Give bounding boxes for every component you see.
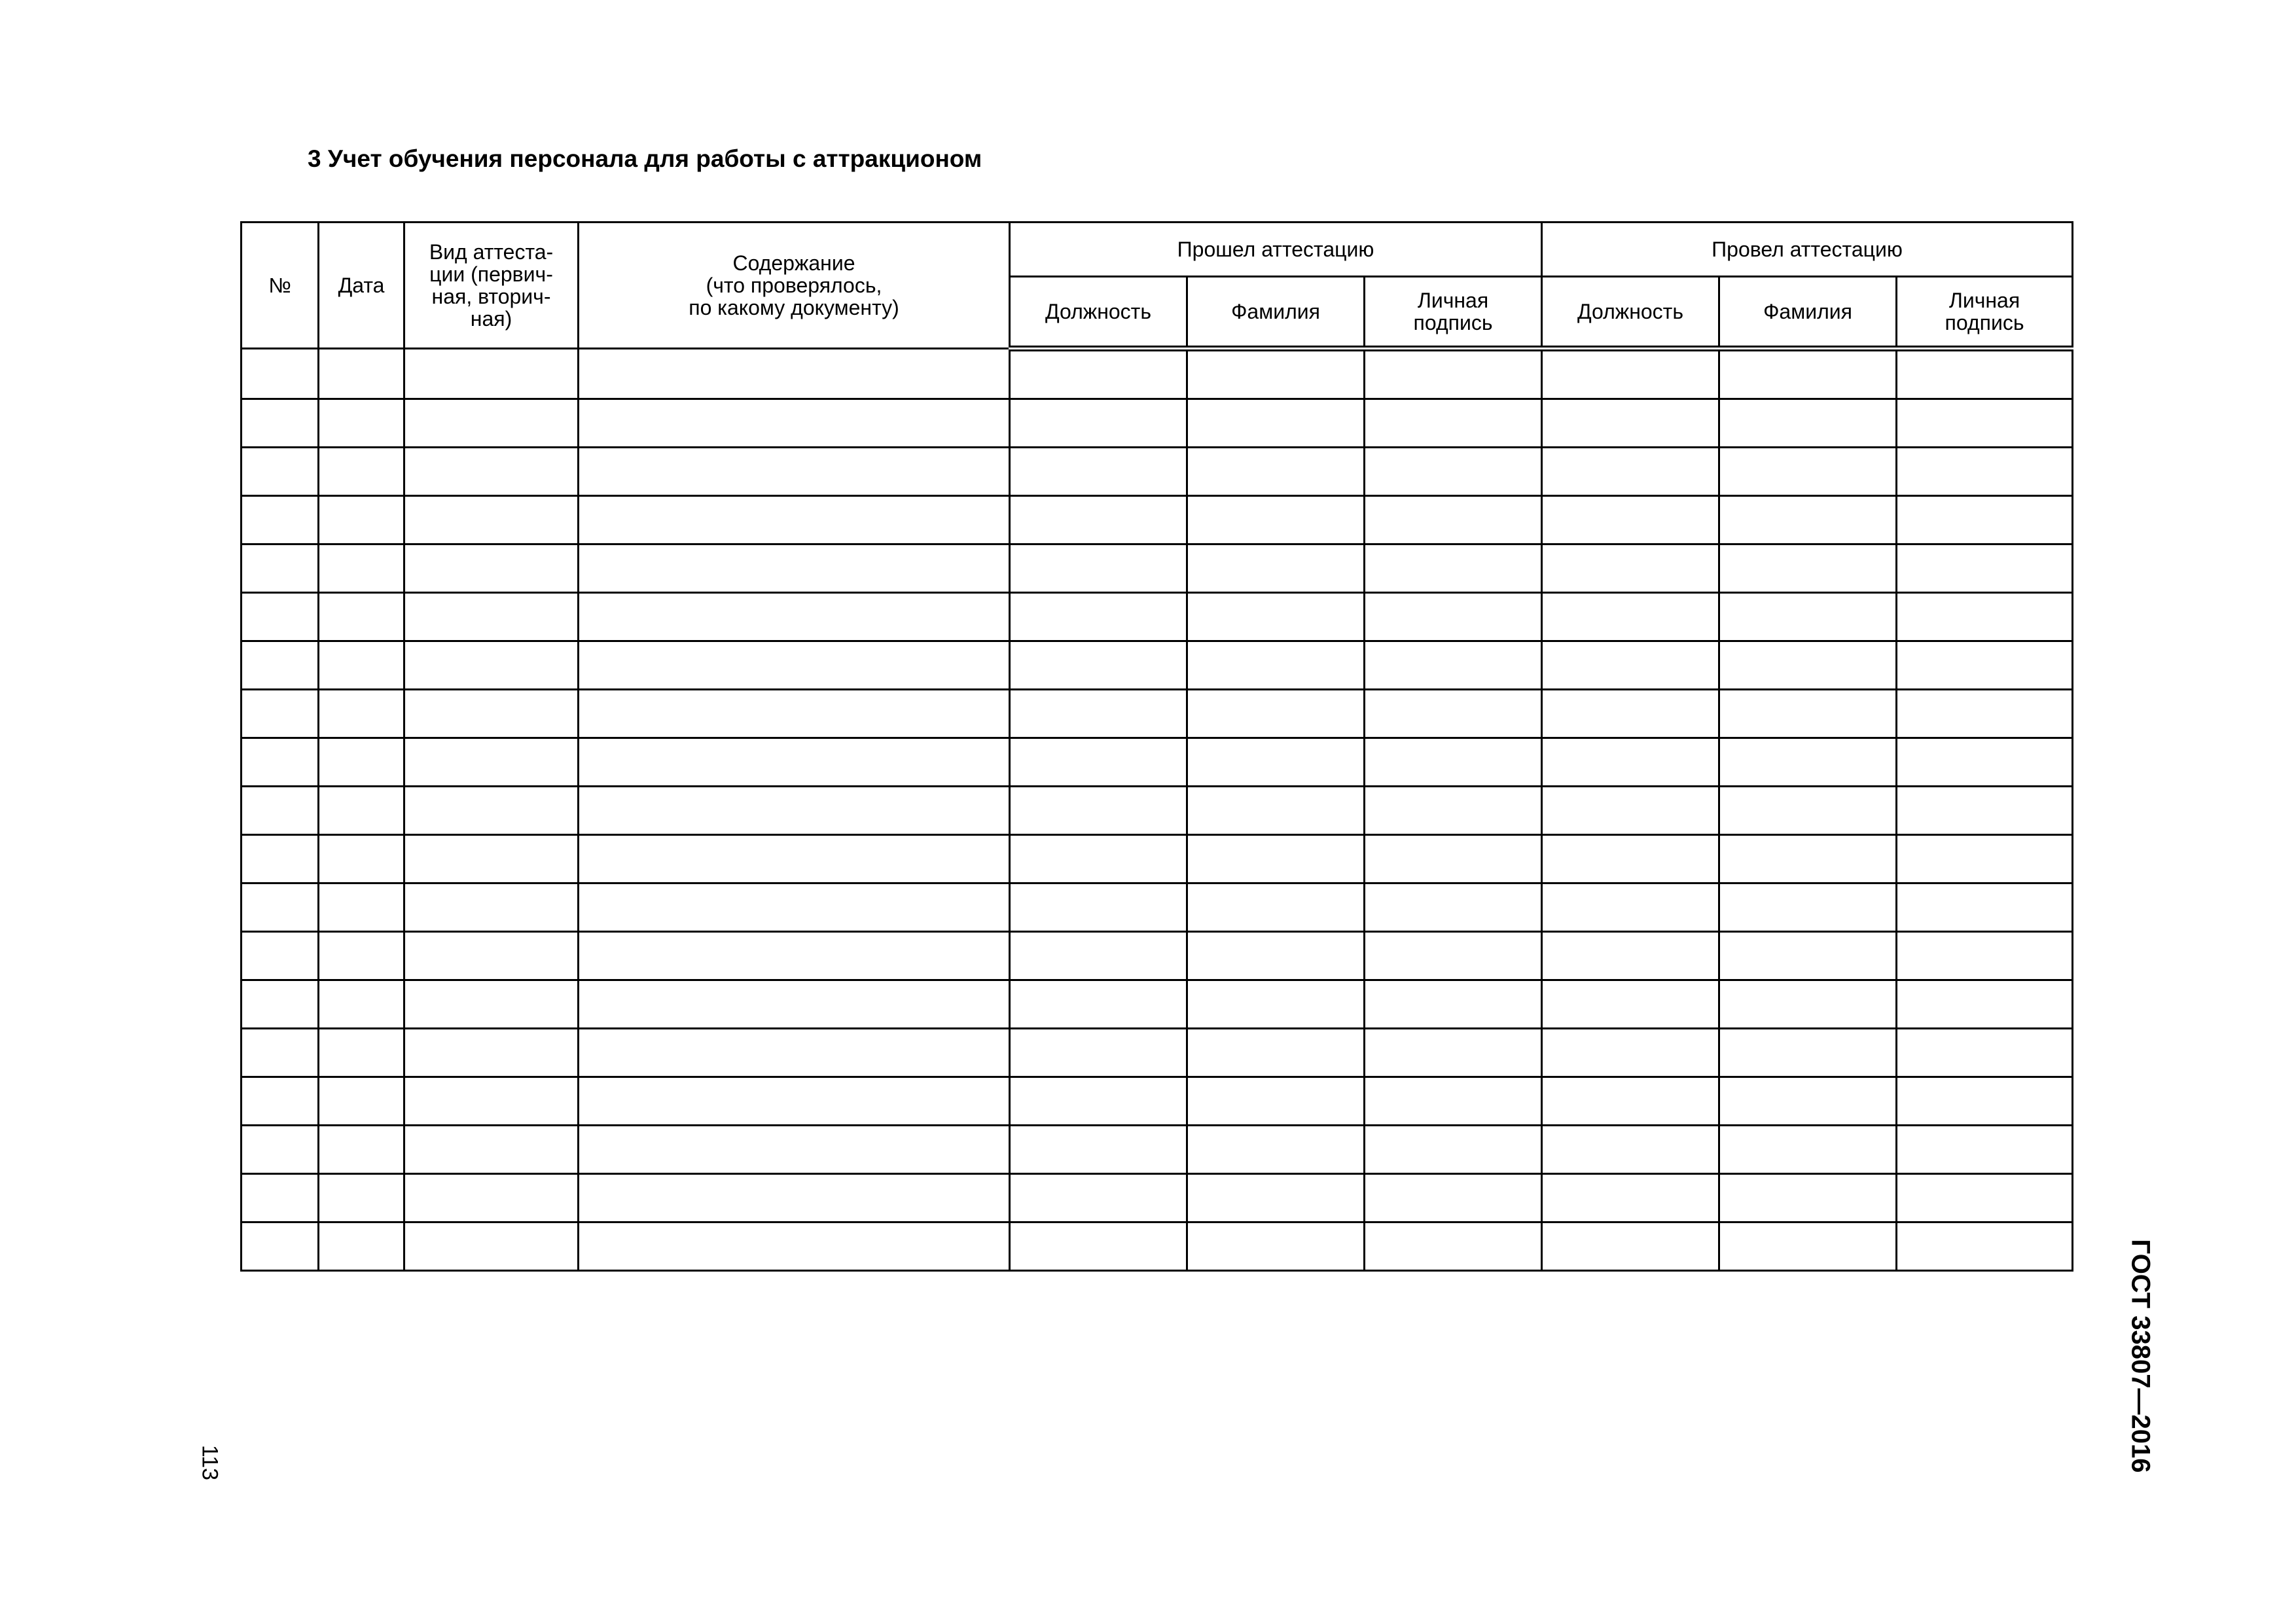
standard-designation [2114,1232,2166,1480]
table-cell [1187,690,1365,738]
table-cell [579,787,1010,835]
table-cell [1897,496,2073,544]
table-cell [319,544,404,593]
header-signature-line: подпись [1945,311,2024,334]
table-cell [1719,593,1897,641]
table-cell [1897,980,2073,1029]
table-cell [1365,399,1542,448]
table-cell [579,980,1010,1029]
table-cell [1187,738,1365,787]
table-cell [404,593,579,641]
page-number [190,1433,229,1492]
table-cell [1719,544,1897,593]
table-cell [1542,593,1719,641]
table-cell [242,835,319,883]
table-cell [1365,544,1542,593]
table-cell [1187,593,1365,641]
table-cell [1897,738,2073,787]
table-cell [579,399,1010,448]
table-cell [404,1126,579,1174]
table-cell [319,738,404,787]
table-cell [1010,980,1187,1029]
table-cell [1897,1222,2073,1271]
table-cell [242,980,319,1029]
table-cell [404,690,579,738]
table-row [242,1222,2073,1271]
table-cell [1897,1126,2073,1174]
table-cell [579,349,1010,399]
table-cell [319,641,404,690]
table-cell [1187,980,1365,1029]
table-cell [1542,448,1719,496]
table-cell [1010,349,1187,399]
table-row [242,1126,2073,1174]
table-cell [579,932,1010,980]
header-signature-line: подпись [1413,311,1493,334]
table-cell [404,399,579,448]
table-cell [1010,1126,1187,1174]
table-cell [1542,787,1719,835]
table-cell [1010,1029,1187,1077]
table-cell [1542,641,1719,690]
table-cell [319,496,404,544]
table-cell [1010,787,1187,835]
header-conducted-attestation: Провел аттестацию [1542,223,2073,277]
table-cell [1365,1174,1542,1222]
table-cell [1187,448,1365,496]
table-cell [404,883,579,932]
table-cell [404,544,579,593]
header-passed-surname: Фамилия [1187,277,1365,349]
table-cell [1010,738,1187,787]
table-cell [579,1174,1010,1222]
standard-designation-text: ГОСТ 33807—2016 [2126,1239,2155,1473]
table-cell [1365,738,1542,787]
header-content-line: (что проверялось, [706,274,882,297]
table-cell [1719,690,1897,738]
table-row [242,593,2073,641]
table-cell [404,496,579,544]
table-cell [1719,835,1897,883]
header-content-line: Содержание [732,251,855,275]
table-row [242,980,2073,1029]
table-cell [579,835,1010,883]
header-passed-signature [1365,277,1542,349]
header-date: Дата [319,223,404,349]
table-cell [1897,835,2073,883]
table-cell [242,932,319,980]
table-cell [1897,399,2073,448]
table-cell [242,1174,319,1222]
table-cell [1719,496,1897,544]
header-conducted-position: Должность [1542,277,1719,349]
table-cell [1542,932,1719,980]
table-cell [1010,932,1187,980]
header-signature-line: Личная [1417,289,1489,312]
table-cell [1187,835,1365,883]
table-cell [319,1222,404,1271]
table-cell [319,787,404,835]
table-cell [1542,1222,1719,1271]
table-cell [1187,349,1365,399]
table-cell [1542,496,1719,544]
table-cell [1542,1126,1719,1174]
table-cell [242,1126,319,1174]
table-cell [1897,932,2073,980]
table-cell [1365,1222,1542,1271]
table-cell [1719,1222,1897,1271]
table-cell [579,593,1010,641]
table-cell [579,448,1010,496]
table-cell [319,1077,404,1126]
table-cell [1719,738,1897,787]
table-cell [1187,932,1365,980]
table-cell [1187,1029,1365,1077]
table-cell [1187,641,1365,690]
training-record-table [240,221,2073,1272]
table-cell [1542,349,1719,399]
table-cell [1010,544,1187,593]
table-cell [404,1174,579,1222]
table-cell [1719,787,1897,835]
table-cell [242,1077,319,1126]
table-cell [242,1029,319,1077]
table-cell [1542,835,1719,883]
table-cell [1187,496,1365,544]
table-cell [1719,1126,1897,1174]
table-cell [1719,399,1897,448]
table-cell [242,1222,319,1271]
table-row [242,1077,2073,1126]
table-cell [1897,787,2073,835]
table-cell [1187,787,1365,835]
header-conducted-signature [1897,277,2073,349]
table-cell [579,496,1010,544]
table-cell [1897,690,2073,738]
table-cell [1365,690,1542,738]
header-attestation-type-line: ции (первич- [429,262,553,286]
table-row [242,883,2073,932]
table-cell [1897,349,2073,399]
table-cell [319,980,404,1029]
header-row-1 [242,223,2073,277]
table-cell [1187,1077,1365,1126]
table-cell [579,641,1010,690]
table-cell [242,544,319,593]
table-cell [1542,980,1719,1029]
table-cell [1365,980,1542,1029]
header-attestation-type [404,223,579,349]
table-row [242,690,2073,738]
header-passed-position: Должность [1010,277,1187,349]
table-cell [1719,932,1897,980]
table-row [242,399,2073,448]
header-attestation-type-line: ная, вторич- [431,285,551,308]
table-cell [1187,1222,1365,1271]
table-row [242,448,2073,496]
table-cell [579,1029,1010,1077]
table-cell [1365,932,1542,980]
header-passed-attestation: Прошел аттестацию [1010,223,1542,277]
table-cell [404,1029,579,1077]
table-cell [242,641,319,690]
table-row [242,787,2073,835]
table-cell [1719,641,1897,690]
table-cell [1719,1077,1897,1126]
table-cell [1010,1174,1187,1222]
table-cell [404,738,579,787]
table-cell [1897,1174,2073,1222]
table-cell [1365,496,1542,544]
table-cell [1365,448,1542,496]
table-row [242,544,2073,593]
table-cell [1719,448,1897,496]
header-conducted-surname: Фамилия [1719,277,1897,349]
table-cell [1897,448,2073,496]
table-cell [242,496,319,544]
table-cell [319,399,404,448]
table-cell [1542,738,1719,787]
table-cell [242,399,319,448]
table-cell [319,448,404,496]
table-cell [1719,883,1897,932]
table-cell [404,835,579,883]
table-cell [319,349,404,399]
record-body [242,349,2073,1271]
table-cell [242,738,319,787]
table-cell [1187,1126,1365,1174]
table-cell [404,1077,579,1126]
table-cell [404,349,579,399]
table-cell [1542,690,1719,738]
table-cell [1542,883,1719,932]
table-row [242,835,2073,883]
table-cell [1365,1029,1542,1077]
table-cell [1719,1174,1897,1222]
table-cell [579,883,1010,932]
table-cell [1897,593,2073,641]
table-cell [319,835,404,883]
table-cell [1010,1077,1187,1126]
table-cell [1897,1029,2073,1077]
table-cell [319,1126,404,1174]
table-cell [1719,349,1897,399]
table-cell [242,690,319,738]
table-cell [404,932,579,980]
table-cell [1897,883,2073,932]
table-cell [1187,883,1365,932]
table-cell [242,883,319,932]
table-cell [1187,1174,1365,1222]
table-cell [1897,1077,2073,1126]
header-content [579,223,1010,349]
table-cell [1010,496,1187,544]
table-cell [1897,641,2073,690]
section-title: 3 Учет обучения персонала для работы с аттракционом [308,145,982,172]
table-cell [404,448,579,496]
table-cell [319,1174,404,1222]
table-cell [579,544,1010,593]
table-cell [579,690,1010,738]
header-content-line: по какому документу) [689,296,899,319]
header-signature-line: Личная [1948,289,2020,312]
table-cell [579,1222,1010,1271]
table-cell [319,593,404,641]
table-cell [319,883,404,932]
table-cell [1542,1174,1719,1222]
table-row [242,1029,2073,1077]
table-cell [404,641,579,690]
table-cell [242,593,319,641]
table-row [242,738,2073,787]
table-cell [242,349,319,399]
table-cell [1897,544,2073,593]
table-cell [1010,593,1187,641]
table-cell [1365,1077,1542,1126]
table-cell [579,738,1010,787]
page-number-text: 113 [197,1444,223,1481]
table-cell [1365,641,1542,690]
header-number: № [242,223,319,349]
table-row [242,641,2073,690]
table-cell [1719,1029,1897,1077]
table-row [242,496,2073,544]
table-cell [1365,883,1542,932]
table-cell [1010,690,1187,738]
table-cell [242,787,319,835]
table-cell [1542,544,1719,593]
header-attestation-type-line: ная) [470,307,512,330]
table-cell [1010,399,1187,448]
table-cell [242,448,319,496]
table-cell [1542,1077,1719,1126]
table-cell [1542,399,1719,448]
table-cell [404,787,579,835]
table-cell [319,690,404,738]
table-row [242,1174,2073,1222]
table-cell [1010,641,1187,690]
table-cell [1719,980,1897,1029]
table-cell [1010,448,1187,496]
table-cell [319,1029,404,1077]
table-cell [1365,593,1542,641]
header-attestation-type-line: Вид аттеста- [429,240,554,264]
table-cell [579,1077,1010,1126]
table-cell [1365,787,1542,835]
table-cell [1187,544,1365,593]
table-cell [1365,835,1542,883]
table-cell [1010,835,1187,883]
table-cell [1010,1222,1187,1271]
table-cell [319,932,404,980]
table-cell [1187,399,1365,448]
table-cell [1365,1126,1542,1174]
table-row [242,932,2073,980]
table-row [242,349,2073,399]
table-cell [579,1126,1010,1174]
table-cell [1542,1029,1719,1077]
table-cell [404,980,579,1029]
table-cell [1365,349,1542,399]
table-cell [404,1222,579,1271]
table-cell [1010,883,1187,932]
